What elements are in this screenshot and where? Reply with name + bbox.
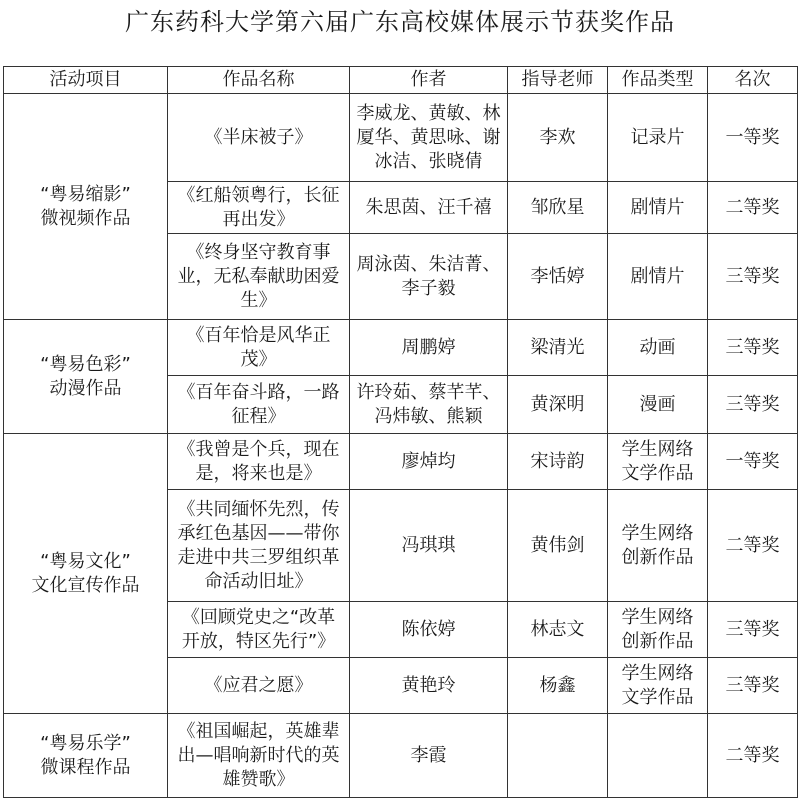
category-cell: “粤易缩影” 微视频作品 xyxy=(4,94,168,320)
document-title: 广东药科大学第六届广东高校媒体展示节获奖作品 xyxy=(125,8,675,36)
table-row xyxy=(4,320,798,376)
type-cell xyxy=(608,714,708,798)
author-cell: 许玲茹、蔡芊芊、 冯炜敏、熊颖 xyxy=(350,376,508,434)
rank-cell: 一等奖 xyxy=(708,434,798,490)
header-type: 作品类型 xyxy=(608,67,708,94)
category-cell: “粤易乐学” 微课程作品 xyxy=(4,714,168,798)
author-cell: 黄艳玲 xyxy=(350,658,508,714)
author-cell: 廖焯均 xyxy=(350,434,508,490)
type-cell: 剧情片 xyxy=(608,182,708,234)
type-cell: 漫画 xyxy=(608,376,708,434)
work-cell: 《我曾是个兵，现在 是，将来也是》 xyxy=(168,434,350,490)
author-cell: 周泳茵、朱洁菁、 李子毅 xyxy=(350,234,508,320)
header-advisor: 指导老师 xyxy=(508,67,608,94)
category-cell: “粤易色彩” 动漫作品 xyxy=(4,320,168,434)
author-cell: 李威龙、黄敏、林 厦华、黄思咏、谢 冰洁、张晓倩 xyxy=(350,94,508,182)
advisor-cell: 林志文 xyxy=(508,602,608,658)
advisor-cell: 宋诗韵 xyxy=(508,434,608,490)
advisor-cell: 黄伟剑 xyxy=(508,490,608,602)
advisor-cell: 邹欣星 xyxy=(508,182,608,234)
author-cell: 冯琪琪 xyxy=(350,490,508,602)
type-cell: 记录片 xyxy=(608,94,708,182)
type-cell: 学生网络 创新作品 xyxy=(608,490,708,602)
header-work: 作品名称 xyxy=(168,67,350,94)
work-cell: 《共同缅怀先烈，传 承红色基因——带你 走进中共三罗组织革 命活动旧址》 xyxy=(168,490,350,602)
rank-cell: 一等奖 xyxy=(708,94,798,182)
header-category: 活动项目 xyxy=(4,67,168,94)
rank-cell: 二等奖 xyxy=(708,714,798,798)
advisor-cell: 梁清光 xyxy=(508,320,608,376)
advisor-cell: 黄深明 xyxy=(508,376,608,434)
type-cell: 学生网络 文学作品 xyxy=(608,434,708,490)
rank-cell: 二等奖 xyxy=(708,490,798,602)
advisor-cell: 李欢 xyxy=(508,94,608,182)
work-cell: 《红船领粤行，长征 再出发》 xyxy=(168,182,350,234)
rank-cell: 三等奖 xyxy=(708,320,798,376)
header-author: 作者 xyxy=(350,67,508,94)
header-rank: 名次 xyxy=(708,67,798,94)
rank-cell: 三等奖 xyxy=(708,602,798,658)
advisor-cell: 李恬婷 xyxy=(508,234,608,320)
type-cell: 学生网络 文学作品 xyxy=(608,658,708,714)
work-cell: 《祖国崛起，英雄辈 出—唱响新时代的英 雄赞歌》 xyxy=(168,714,350,798)
category-cell: “粤易文化” 文化宣传作品 xyxy=(4,434,168,714)
rank-cell: 二等奖 xyxy=(708,182,798,234)
type-cell: 学生网络 创新作品 xyxy=(608,602,708,658)
advisor-cell xyxy=(508,714,608,798)
rank-cell: 三等奖 xyxy=(708,658,798,714)
awards-table xyxy=(3,66,798,798)
work-cell: 《回顾党史之“改革 开放，特区先行”》 xyxy=(168,602,350,658)
table-row xyxy=(4,94,798,182)
rank-cell: 三等奖 xyxy=(708,376,798,434)
rank-cell: 三等奖 xyxy=(708,234,798,320)
work-cell: 《半床被子》 xyxy=(168,94,350,182)
advisor-cell: 杨鑫 xyxy=(508,658,608,714)
author-cell: 陈依婷 xyxy=(350,602,508,658)
type-cell: 动画 xyxy=(608,320,708,376)
author-cell: 朱思茵、汪千禧 xyxy=(350,182,508,234)
author-cell: 李霞 xyxy=(350,714,508,798)
table-row xyxy=(4,434,798,490)
work-cell: 《百年奋斗路，一路 征程》 xyxy=(168,376,350,434)
table-row xyxy=(4,714,798,798)
header-row xyxy=(4,67,798,94)
work-cell: 《终身坚守教育事 业，无私奉献助困爱 生》 xyxy=(168,234,350,320)
work-cell: 《百年恰是风华正 茂》 xyxy=(168,320,350,376)
work-cell: 《应君之愿》 xyxy=(168,658,350,714)
type-cell: 剧情片 xyxy=(608,234,708,320)
author-cell: 周鹏婷 xyxy=(350,320,508,376)
